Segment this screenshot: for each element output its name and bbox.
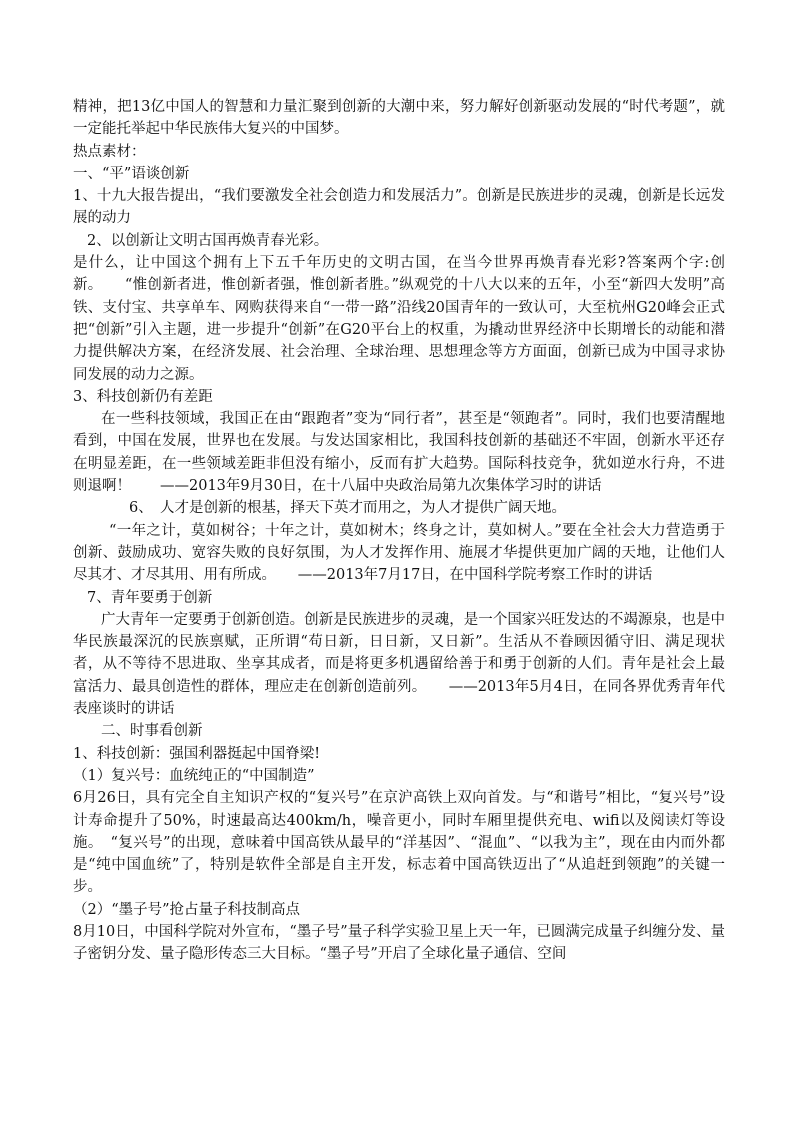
topic-mozi-heading: （2）“墨子号”抢占量子科技制高点 <box>73 901 301 918</box>
subsection-heading-1: 1、科技创新：强国利器挺起中国脊梁! <box>73 745 321 762</box>
section-heading-1: 一、“平”语谈创新 <box>73 165 190 182</box>
item-7-heading: 7、青年要勇于创新 <box>87 589 213 606</box>
item-1-text: 1、十九大报告提出，“我们要激发全社会创造力和发展活力”。创新是民族进步的灵魂，创新是长远发展的动力 <box>73 188 725 227</box>
topic-fuxing-heading: （1）复兴号：血统纯正的“中国制造” <box>73 767 315 784</box>
hot-material-label: 热点素材： <box>73 143 146 160</box>
section-heading-2: 二、时事看创新 <box>101 723 203 740</box>
item-6-heading: 6、 人才是创新的根基，择天下英才而用之，为人才提供广阔天地。 <box>129 500 566 517</box>
item-7-text: 广大青年一定要勇于创新创造。创新是民族进步的灵魂，是一个国家兴旺发达的不竭源泉，也是中华民族最深沉的民族禀赋，正所谓“苟日新，日日新，又日新”。生活从不眷顾因循守旧、满足现状者，从不等待不思进取、坐享其成者，而是将更多机遇留给善于和勇于创新的人们。青年是社会上最富活力、最具创造性的群体，理应走在创新创造前列。 ——2013年5月4日，在同各界优秀青年代表座谈时的讲话 <box>73 611 725 718</box>
topic-mozi-text: 8月10日，中国科学院对外宣布，“墨子号”量子科学实验卫星上天一年，已圆满完成量子纠缠分发、量子密钥分发、量子隐形传态三大目标。“墨子号”开启了全球化量子通信、空间 <box>73 923 725 963</box>
item-2-text: 是什么，让中国这个拥有上下五千年历史的文明古国，在当今世界再焕青春光彩?答案两个字:创新。 “惟创新者进，惟创新者强，惟创新者胜。”纵观党的十八大以来的五年，小至“新四大发明”高铁、支付宝、共享单车、网购获得来自“一带一路”沿线20国青年的一致认可，大至杭州G20峰会正式把“创新”引入主题，进一步提升“创新”在G20平台上的权重，为撬动世界经济中长期增长的动能和潜力提供解决方案，在经济发展、社会治理、全球治理、思想理念等方方面面，创新已成为中国寻求协同发展的动力之源。 <box>73 255 725 383</box>
item-3-text: 在一些科技领域，我国正在由“跟跑者”变为“同行者”，甚至是“领跑者”。同时，我们也要清醒地看到，中国在发展，世界也在发展。与发达国家相比，我国科技创新的基础还不牢固，创新水平还存在明显差距，在一些领域差距非但没有缩小，反而有扩大趋势。国际科技竞争，犹如逆水行舟，不进则退啊！ ——2013年9月30日，在十八届中央政治局第九次集体学习时的讲话 <box>73 411 725 495</box>
item-2-heading: 2、以创新让文明古国再焕青春光彩。 <box>87 232 329 249</box>
item-3-heading: 3、科技创新仍有差距 <box>73 388 213 405</box>
item-6-text: “一年之计，莫如树谷；十年之计，莫如树木；终身之计，莫如树人。”要在全社会大力营造勇于创新、鼓励成功、宽容失败的良好氛围，为人才发挥作用、施展才华提供更加广阔的天地，让他们人尽其才、才尽其用、用有所成。 ——2013年7月17日，在中国科学院考察工作时的讲话 <box>73 522 725 584</box>
paragraph-intro: 精神，把13亿中国人的智慧和力量汇聚到创新的大潮中来，努力解好创新驱动发展的“时代考题”，就一定能托举起中华民族伟大复兴的中国梦。 <box>73 99 725 138</box>
document-page <box>73 96 725 966</box>
topic-fuxing-text: 6月26日，具有完全自主知识产权的“复兴号”在京沪高铁上双向首发。与“和谐号”相比，“复兴号”设计寿命提升了50%，时速最高达400km/h，噪音更小，同时车厢里提供充电、wifi以及阅读灯等设施。 “复兴号”的出现，意味着中国高铁从最早的“洋基因”、“混血”、“以我为主”，现在由内而外都是“纯中国血统”了，特别是软件全部是自主开发，标志着中国高铁迈出了“从追赶到领跑”的关键一步。 <box>73 790 725 896</box>
